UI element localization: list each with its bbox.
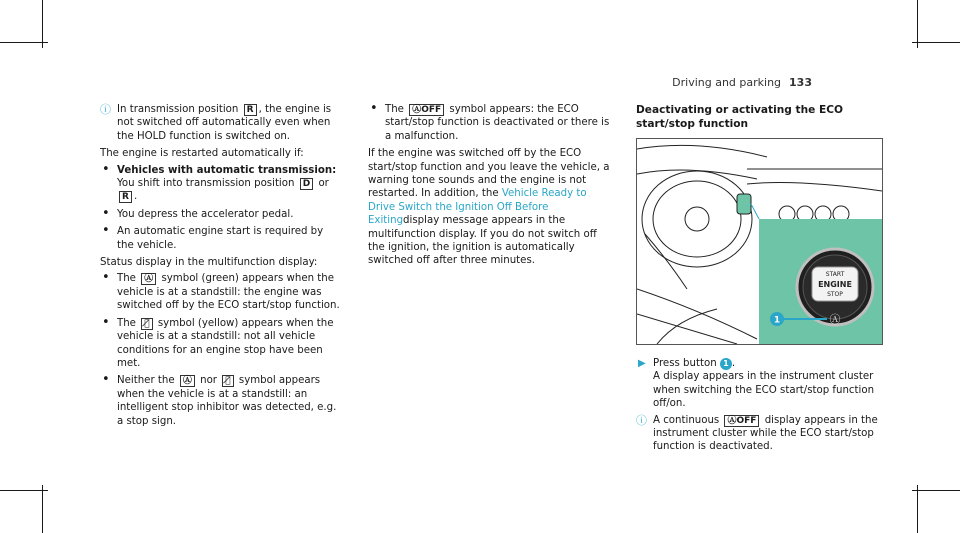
callout-1: 1 — [773, 315, 781, 326]
eco-yellow-symbol: Ⓐ̸ — [141, 318, 152, 330]
note: ⓘ In transmission position R , the engine is not switched off automatically even when the HOLD function is switched on. — [100, 103, 332, 142]
crop-mark — [917, 485, 918, 533]
crop-mark — [0, 490, 48, 491]
eco-off-symbol: ⒶOFF — [724, 415, 759, 427]
list-item: • The ⒶOFF symbol appears: the ECO start/stop function is deactivated or there is a malfunction. — [370, 101, 610, 142]
status-list — [100, 272, 340, 427]
page-header — [672, 76, 812, 89]
crop-mark — [42, 0, 43, 48]
crop-mark — [912, 490, 960, 491]
eco-off-symbol: ⒶOFF — [409, 104, 444, 116]
arrow-icon: ▶ — [638, 358, 646, 369]
list-item: • The Ⓐ symbol (green) appears when the vehicle is at a standstill: the engine was switched off by the ECO start/stop function. — [102, 270, 340, 312]
dashboard-illustration — [637, 139, 882, 344]
crop-mark — [0, 42, 48, 43]
dashboard-figure — [636, 138, 883, 345]
start-label: START — [825, 271, 845, 278]
crop-mark — [42, 485, 43, 533]
eco-green-symbol: Ⓐ — [141, 273, 156, 285]
crop-mark — [912, 42, 960, 43]
info-icon: ⓘ — [100, 103, 111, 116]
engine-label: ENGINE — [818, 280, 852, 289]
action-step: ▶ Press button 1 . A display appears in the instrument cluster when switching the ECO start/stop function off/on. — [638, 358, 875, 410]
paragraph: If the engine was switched off by the ECO start/stop function and you leave the vehicle, a warning tone sounds and the engine is not restarted. In addition, the Vehicle Ready to Drive Switch the Ignition Off Before Exitingdisplay message appears in the multifunction display. If you do not switch off the ignition, the ignition is automatically switched off after three minutes. — [368, 148, 610, 267]
column-3 — [636, 103, 881, 139]
list-item: • You depress the accelerator pedal. — [102, 205, 294, 221]
info-icon: ⓘ — [636, 413, 647, 427]
list-item: • An automatic engine start is required by the vehicle. — [102, 223, 324, 251]
list-item: • The Ⓐ̸ symbol (yellow) appears when the vehicle is at a standstill: not all vehicle conditions for an engine stop have been met. — [102, 314, 334, 369]
button-number-badge: 1 — [720, 358, 732, 370]
eco-button-icon: Ⓐ — [829, 313, 841, 326]
list-item: • Neither the Ⓐ nor Ⓐ̸ symbol appears when the vehicle is at a standstill: an intelligent stop inhibitor was detected, e.g. a stop sign. — [102, 372, 337, 427]
stop-label: STOP — [827, 291, 843, 298]
note: ⓘ A continuous ⒶOFF display appears in the instrument cluster while the ECO start/stop function is deactivated. — [636, 413, 878, 453]
page-number: 133 — [789, 76, 812, 89]
column-2 — [368, 103, 613, 271]
section-heading: Deactivating or activating the ECO start/stop function — [636, 104, 844, 130]
transmission-r-symbol: R — [244, 104, 257, 116]
section-title: Driving and parking — [672, 76, 782, 89]
list-item: • Vehicles with automatic transmission: You shift into transmission position D or R . — [102, 161, 337, 203]
column-1 — [100, 103, 340, 432]
column-3-steps — [636, 357, 881, 458]
crop-mark — [917, 0, 918, 48]
restart-list — [100, 161, 340, 252]
display-message-link: Vehicle Ready to Drive Switch the Ignition Off Before Exiting — [368, 188, 587, 227]
restart-intro: The engine is restarted automatically if: — [100, 148, 304, 160]
status-intro: Status display in the multifunction display: — [100, 257, 318, 269]
